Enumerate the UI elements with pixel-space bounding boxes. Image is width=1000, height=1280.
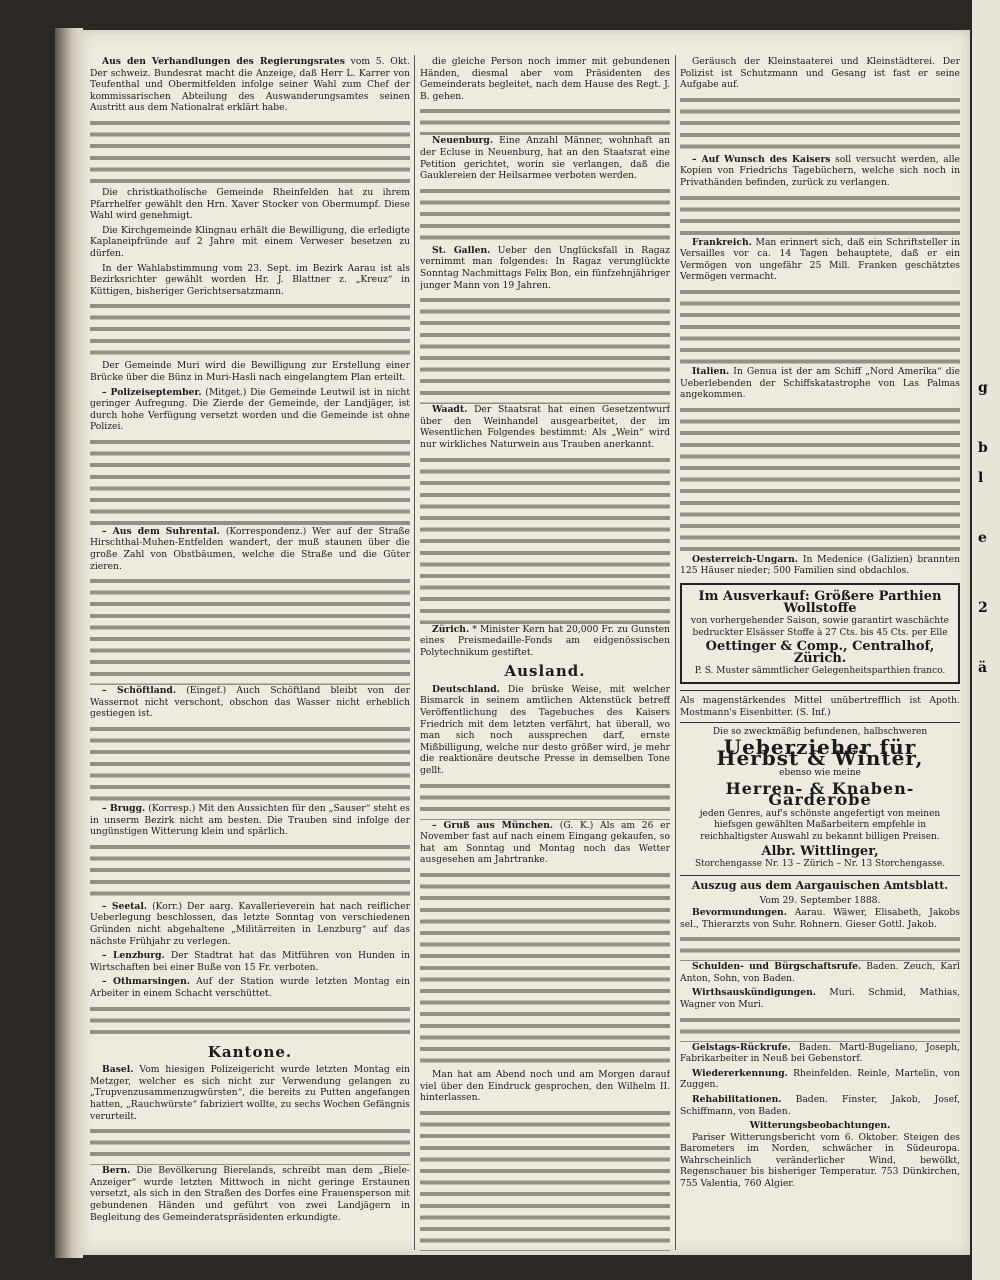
advertisement-wollstoffe — [680, 583, 960, 684]
advertisement-garderobe — [680, 727, 960, 871]
article: – Brugg. (Korresp.) Mit den Aussichten für den „Sauser“ steht es in unserm Bezirk nicht am besten. Die Trauben sind infolge der ungünstigen Witterung klein und spärlich. — [90, 803, 410, 838]
text-block — [420, 185, 670, 245]
edge-fragment: 2 — [978, 600, 988, 616]
article: – Lenzburg. Der Stadtrat hat das Mitführen von Hunden in Wirtschaften bei einer Buße von 15 Fr. verboten. — [90, 950, 410, 973]
text-block — [90, 841, 410, 901]
article: Aus den Verhandlungen des Regierungsrates vom 5. Okt. Der schweiz. Bundesrat macht die Anzeige, daß Herr L. Karrer von Teufenthal und Obermitfelden infolge seiner Wahl zum Chef der kommissarischen Abteilung des Auswanderungsamtes seinen Austritt aus dem Nationalrat erklärt habe. — [90, 56, 410, 114]
column-1 — [90, 56, 410, 1251]
section-heading-ausland: Ausland. — [504, 662, 586, 681]
article: St. Gallen. Ueber den Unglücksfall in Ragaz vernimmt man folgendes: In Ragaz verunglückte Sonntag Nachmittags Felix Bon, ein fünfzehnjähriger junger Mann von 19 Jahren. — [420, 244, 670, 291]
article: Neuenburg. Eine Anzahl Männer, wohnhaft an der Ecluse in Neuenburg, hat an den Staatsrat eine Petition gerichtet, worin sie verlangen, daß die Gauklereien der Heilsarmee verboten werden. — [420, 135, 670, 182]
page-binding — [55, 28, 83, 1258]
edge-fragment: ä — [978, 660, 988, 676]
article: – Schöftland. (Eingef.) Auch Schöftland bleibt von der Wassernot nicht verschont, obschon das Wasser nicht erheblich gestiegen ist. — [90, 685, 410, 720]
article: Die christkatholische Gemeinde Rheinfelden hat zu ihrem Pfarrhelfer gewählt den Hrn. Xaver Stocker von Obermumpf. Diese Wahl wird genehmigt. — [90, 186, 410, 222]
text-block — [680, 404, 960, 554]
text-block — [420, 1107, 670, 1251]
article: Frankreich. Man erinnert sich, daß ein Schriftsteller in Versailles vor ca. 14 Tagen behauptete, daß er ein Vermögen von ungefähr 25 Mill. Franken geschätztes Vermögen vermacht. — [680, 236, 960, 283]
column-rule — [675, 55, 676, 1250]
column-rule — [414, 55, 415, 1250]
amtsblatt-item: Rehabilitationen. Baden. Finster, Jakob, Josef, Schiffmann, von Baden. — [680, 1093, 960, 1117]
weather-report: Pariser Witterungsbericht vom 6. Oktober. Steigen des Barometers im Norden, schwächer in Südeuropa. Wahrscheinlich veränderlicher Wind, bewölkt, Regenschauer bis bisheriger Temperatur. 753 Dünkirchen, 755 Valentia, 760 Algier. — [680, 1131, 960, 1190]
weather-heading: Witterungsbeobachtungen. — [749, 1120, 891, 1132]
article: Italien. In Genua ist der am Schiff „Nord Amerika“ die Ueberlebenden der Schiffskatastrophe von Las Palmas angekommen. — [680, 365, 960, 401]
amtsblatt-item: Wiedererkennung. Rheinfelden. Reinle, Martelin, von Zuggen. — [680, 1067, 960, 1091]
text-block — [420, 780, 670, 820]
article: Der Gemeinde Muri wird die Bewilligung zur Erstellung einer Brücke über die Bünz in Muri-Hasli nach eingelangtem Plan erteilt. — [90, 360, 410, 383]
article: – Auf Wunsch des Kaisers soll versucht werden, alle Kopien von Friedrichs Tagebüchern, welche sich noch in Privathänden befinden, zurück zu verlangen. — [680, 153, 960, 188]
ad-sub: ebenso wie meine — [779, 768, 861, 779]
divider — [680, 722, 960, 723]
text-block — [90, 300, 410, 360]
article: – Seetal. (Korr.) Der aarg. Kavallerieverein hat nach reiflicher Ueberlegung beschlossen, das letzte Sonntag von verschiedenen Gründen nicht abgehaltene „Militärreiten in Lenzburg“ auf das nächste Frühjahr zu verlegen. — [90, 900, 410, 947]
ad-merchant: Albr. Wittlinger, — [761, 843, 879, 859]
article: – Polizeiseptember. (Mitget.) Die Gemeinde Leutwil ist in nicht geringer Aufregung. Die Zierde der Gemeinde, der Landjäger, ist durch hohe Verfügung versetzt worden und die Gemeinde ist ohne Polizei. — [90, 386, 410, 433]
text-block — [680, 1014, 960, 1042]
text-block — [90, 1003, 410, 1039]
text-block — [680, 94, 960, 154]
edge-fragment: e — [978, 530, 987, 546]
amtsblatt-date: Vom 29. September 1888. — [759, 895, 881, 907]
divider — [680, 875, 960, 876]
ad-title-2: Herren- & Knaben-Garderobe — [725, 778, 915, 810]
article: Zürich. * Minister Kern hat 20,000 Fr. zu Gunsten eines Preismedaille-Fonds am eidgenössischen Polytechnikum gestiftet. — [420, 623, 670, 658]
article: Man hat am Abend noch und am Morgen darauf viel über den Eindruck gesprochen, den Wilhelm II. hinterlassen. — [420, 1069, 670, 1104]
section-heading-kantone: Kantone. — [207, 1042, 293, 1061]
article: Deutschland. Die brüske Weise, mit welcher Bismarck in seinem amtlichen Aktenstück betreff Veröffentlichung des Tagebuches des Kaisers Friedrich mit dem letzten verfährt, hat überall, wo man sich noch aussprechen darf, ernste Mißbilligung, welche nur desto größer wird, je mehr die reaktionäre deutsche Presse in demselben Tone gellt. — [420, 683, 670, 777]
amtsblatt-item: Bevormundungen. Aarau. Wäwer, Elisabeth, Jakobs sel., Thierarzts von Suhr. Rohnern. Gieser Gottl. Jakob. — [680, 906, 960, 930]
amtsblatt-title: Auszug aus dem Aargauischen Amtsblatt. — [691, 878, 949, 892]
amtsblatt-item: Schulden- und Bürgschaftsrufe. Baden. Zeuch, Karl Anton, Sohn, von Baden. — [680, 961, 960, 984]
ad-title: Ueberzieher für Herbst & Winter, — [716, 734, 924, 771]
article: die gleiche Person noch immer mit gebundenen Händen, diesmal aber vom Präsidenten des Gemeinderats begleitet, nach dem Hause des Regt. J. B. gehen. — [420, 56, 670, 102]
edge-fragment: g — [978, 380, 988, 396]
text-block — [90, 575, 410, 685]
ad-intro: Die so zweckmäßig befundenen, halbschweren — [712, 727, 928, 738]
article: Basel. Vom hiesigen Polizeigericht wurde letzten Montag ein Metzger, welcher es sich nicht zur Verwendung gelangen zu „Trupvenzusammenzugwürsten“, die bereits zu Putten angefangen hatten, „Rauchwürste“ fabriziert wollte, zu sechs Wochen Gefängnis verurteilt. — [90, 1064, 410, 1122]
article: In der Wahlabstimmung vom 23. Sept. im Bezirk Aarau ist als Bezirksrichter gewählt worden Hr. J. Blattner z. „Kreuz“ in Küttigen, bisheriger Gerichtsersatzmann. — [90, 262, 410, 297]
text-block — [90, 436, 410, 526]
text-block — [90, 723, 410, 803]
column-2 — [420, 56, 670, 1251]
edge-fragment: b — [978, 440, 988, 456]
adjacent-page-edge — [972, 0, 1000, 1280]
amtsblatt-excerpt — [680, 880, 960, 1190]
edge-fragment: l — [978, 470, 984, 486]
text-block — [680, 933, 960, 961]
divider — [680, 690, 960, 691]
advertisement-eisenbitter: Als magenstärkendes Mittel unübertrefflich ist Apoth. Mostmann's Eisenbitter. (S. Inf.) — [680, 695, 960, 718]
amtsblatt-item: Wirthsauskündigungen. Muri. Schmid, Mathias, Wagner von Muri. — [680, 987, 960, 1010]
text-block — [420, 454, 670, 624]
article: Waadt. Der Staatsrat hat einen Gesetzentwurf über den Weinhandel ausgearbeitet, der im Wesentlichen Folgendes bestimmt: Als „Wein“ wird nur wirkliches Naturwein aus Trauben anerkannt. — [420, 404, 670, 450]
amtsblatt-item: Gelstags-Rückrufe. Baden. Martl-Bugeliano, Joseph, Fabrikarbeiter in Neuß bei Gebenstorf. — [680, 1041, 960, 1065]
text-block — [90, 1125, 410, 1165]
article: Die Kirchgemeinde Klingnau erhält die Bewilligung, die erledigte Kaplaneipfründe auf 2 Jahre mit einem Verweser besetzen zu dürfen. — [90, 224, 410, 259]
text-block — [420, 105, 670, 135]
column-3 — [680, 56, 960, 1251]
ad-address: Storchengasse Nr. 13 – Zürich – Nr. 13 Storchengasse. — [694, 859, 946, 870]
article: – Othmarsingen. Auf der Station wurde letzten Montag ein Arbeiter in einem Schacht verschüttet. — [90, 976, 410, 999]
ad-company: Oettinger & Comp., Centralhof, Zürich. — [705, 639, 935, 666]
text-block — [90, 117, 410, 187]
article: – Gruß aus München. (G. K.) Als am 26 er November fast auf nach einem Eingang gekaufen, so hat am Sonntag und Montag noch das Wetter ausgesehen am Jahrtranke. — [420, 819, 670, 866]
article: – Aus dem Suhrental. (Korrespondenz.) Wer auf der Straße Hirschthal-Muhen-Entfelden wandert, der muß staunen über die große Zahl von Obstbäumen, welche die Straße und die Güter zieren. — [90, 525, 410, 572]
text-block — [680, 286, 960, 366]
text-block — [420, 869, 670, 1069]
article: Bern. Die Bevölkerung Bierelands, schreibt man dem „Biele-Anzeiger“ wurde letzten Mittwoch in nicht geringe Erstaunen versetzt, als sich in den Straßen des Dorfes eine Frauensperson mit gebundenen Händen und geführt von zwei Landjägern in Begleitung des Gemeinderatspräsidenten erkundigte. — [90, 1165, 410, 1223]
ad-body: jeden Genres, auf's schönste angefertigt von meinen hiefsgen gewählten Maßarbeitern empfehle in reichhaltigster Auswahl zu bekannt billigen Preisen. — [699, 808, 941, 842]
ad-footnote: P. S. Muster sämmtlicher Gelegenheitsparthien franco. — [694, 666, 946, 677]
text-block — [420, 294, 670, 404]
article: Geräusch der Kleinstaaterei und Kleinstädterei. Der Polizist ist Schutzmann und Gesang ist fast er seine Aufgabe auf. — [680, 56, 960, 91]
ad-headline: Im Ausverkauf: Größere Parthien Wollstoffe — [698, 588, 942, 616]
article: Oesterreich-Ungarn. In Medenice (Galizien) brannten 125 Häuser nieder; 500 Familien sind obdachlos. — [680, 553, 960, 577]
text-block — [680, 192, 960, 237]
ad-text: von vorhergehender Saison, sowie garantirt waschächte bedruckter Elsässer Stoffe à 27 Cts. bis 45 Cts. per Elle — [691, 616, 949, 638]
